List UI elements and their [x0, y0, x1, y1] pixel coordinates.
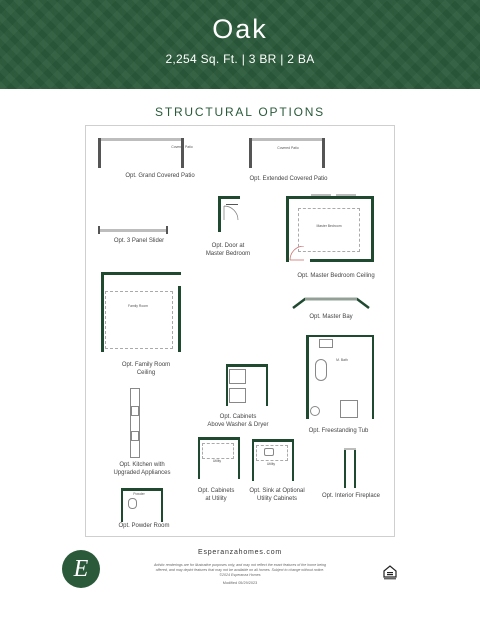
disclaimer-text: Artistic renderings are for illustrative purposes only, and may not reflect the exact features of the home being offered, and may depict features that may not be available on all homes. Subject to change without notice. ©2024 Esperanza Homes	[153, 563, 327, 577]
grand-patio-label: Opt. Grand Covered Patio	[125, 173, 195, 179]
grand-patio-room-label: Covered Patio	[171, 145, 193, 149]
fireplace-label: Opt. Interior Fireplace	[321, 493, 381, 499]
slider-label: Opt. 3 Panel Slider	[113, 238, 165, 244]
master-ceiling-label: Opt. Master Bedroom Ceiling	[297, 273, 375, 279]
freestanding-tub-label: Opt. Freestanding Tub	[308, 428, 369, 434]
kitchen-label-1: Opt. Kitchen with	[119, 462, 165, 468]
utility-sink-label-2: Utility Cabinets	[256, 496, 297, 502]
equal-housing-icon	[383, 564, 397, 580]
master-bay-label: Opt. Master Bay	[309, 314, 353, 320]
options-sheet	[85, 125, 395, 537]
master-bedroom-room-label: Master Bedroom	[316, 224, 342, 228]
brand-logo: E	[62, 550, 100, 588]
door-swing-icon	[222, 204, 240, 222]
utility-cabinets-label-2: at Utility	[205, 496, 227, 502]
family-ceiling-label-2: Ceiling	[136, 370, 156, 376]
master-door-label-1: Opt. Door at	[211, 243, 245, 249]
section-title: STRUCTURAL OPTIONS	[155, 105, 325, 119]
header-banner	[0, 0, 480, 89]
master-bath-room-label: M. Bath	[336, 358, 348, 362]
extended-patio-room-label: Covered Patio	[277, 146, 299, 150]
modified-date: Modified 05/29/2023	[222, 581, 258, 585]
powder-room-room-label: Powder	[133, 492, 145, 496]
washer-cabinets-label-1: Opt. Cabinets	[219, 414, 257, 420]
family-ceiling-label-1: Opt. Family Room	[121, 362, 171, 368]
website-url[interactable]: Esperanzahomes.com	[197, 549, 283, 556]
master-door-label-2: Master Bedroom	[205, 251, 251, 257]
powder-room-label: Opt. Powder Room	[118, 523, 170, 529]
utility-cabinets-label-1: Opt. Cabinets	[197, 488, 235, 494]
plan-title: Oak	[212, 14, 268, 44]
family-room-room-label: Family Room	[128, 304, 148, 308]
extended-patio-label: Opt. Extended Covered Patio	[249, 176, 328, 182]
washer-cabinets-label-2: Above Washer & Dryer	[207, 422, 269, 428]
utility-room-label-1: Utility	[212, 459, 222, 463]
door-swing-icon	[289, 246, 307, 262]
utility-sink-label-1: Opt. Sink at Optional	[249, 488, 305, 494]
utility-room-label-2: Utility	[266, 462, 276, 466]
kitchen-label-2: Upgraded Appliances	[113, 470, 171, 476]
bay-window-icon	[291, 296, 371, 310]
plan-specs: 2,254 Sq. Ft. | 3 BR | 2 BA	[165, 52, 315, 66]
